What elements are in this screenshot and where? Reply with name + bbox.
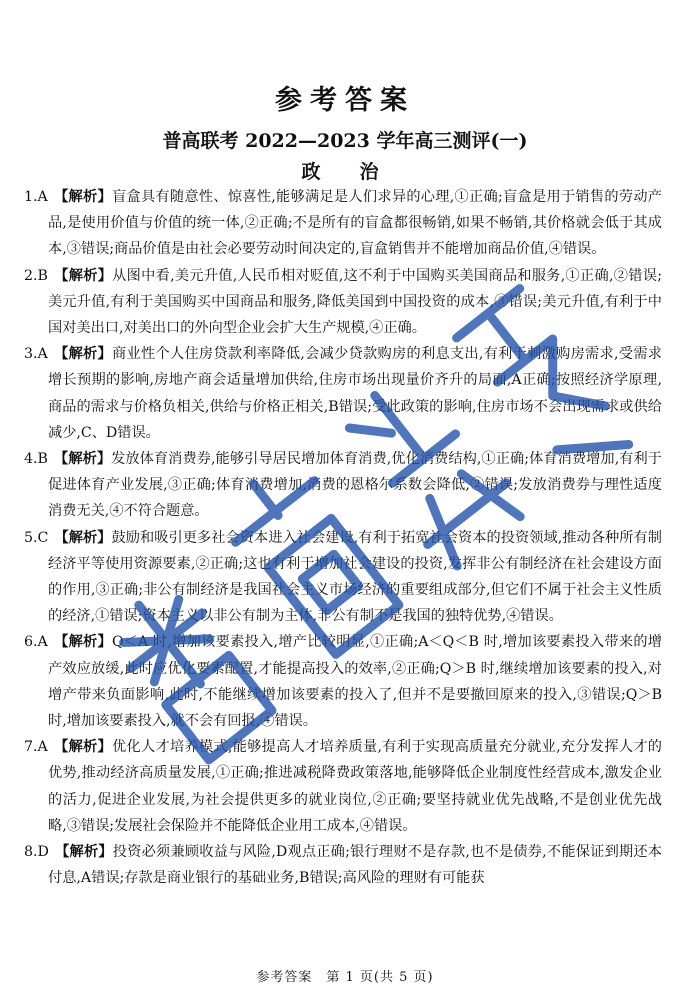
answer-choice: B [37,267,48,284]
analysis-text: 商业性个人住房贷款利率降低,会减少贷款购房的利息支出,有利于刺激购房需求,受需求增长预期的影响,房地产商会适量增加供给,住房市场出现量价齐升的局面,A正确;按照经济学原理,商品的需求与价格负相关,供给与价格正相关,B错误;受此政策的影响,住房市场不会出现需求或供给减少,C、D错误。 [48,346,662,441]
page-footer: 参考答案 第 1 页(共 5 页) [256,970,434,985]
answer-number: 5. [24,529,38,546]
answer-choice: B [37,451,48,468]
exam-subtitle: 普高联考 2022—2023 学年高三测评(一) [162,130,528,152]
analysis-tag: 【解析】 [53,739,113,756]
analysis-text: Q＜A 时,增加该要素投入,增产比较明显,①正确;A＜Q＜B 时,增加该要素投入带来的增产效应放缓,此时应优化要素配置,才能提高投入的效率,②正确;Q＞B 时,继续增加该要素的投入,对增产带来负面影响,此时,不能继续增加该要素的投入了,但并不是要撤回原来的投入,③错误;Q＞B 时,增加该要素投入,就不会有回报,④错误。 [48,634,662,730]
analysis-tag: 【解析】 [53,451,112,468]
answer-number: 1. [24,189,38,205]
answer-choice: A [37,346,48,363]
answer-choice: D [37,844,49,861]
answer-item [24,184,662,263]
analysis-tag: 【解析】 [54,529,112,546]
answer-number: 2. [24,267,38,284]
answer-item [24,734,662,839]
answer-item [24,525,662,630]
answer-number: 4. [24,451,38,468]
answer-list [24,184,662,891]
analysis-text: 投资必须兼顾收益与风险,D观点正确;银行理财不是存款,也不是债券,不能保证到期还本付息,A错误;存款是商业银行的基础业务,B错误;高风险的理财有可能获 [48,844,662,887]
analysis-text: 发放体育消费券,能够引导居民增加体育消费,优化消费结构,①正确;体育消费增加,有利于促进体育产业发展,③正确;体育消费增加,消费的恩格尔系数会降低,②错误;发放消费券与理性适度消费无关,④不符合题意。 [48,451,662,520]
subject-heading: 政 治 [301,161,389,183]
analysis-text: 盲盒具有随意性、惊喜性,能够满足是人们求异的心理,①正确;盲盒是用于销售的劳动产品,是使用价值与价值的统一体,②正确;不是所有的盲盒都很畅销,如果不畅销,其价格就会低于其成本,③错误;商品价值是由社会必要劳动时间决定的,盲盒销售并不能增加商品价值,④错误。 [48,189,662,258]
answer-item [24,341,662,446]
analysis-tag: 【解析】 [54,844,113,861]
analysis-tag: 【解析】 [53,267,113,284]
analysis-tag: 【解析】 [53,346,113,363]
answer-number: 7. [24,739,38,756]
answer-item [24,446,662,525]
analysis-text: 优化人才培养模式,能够提高人才培养质量,有利于实现高质量充分就业,充分发挥人才的优势,推动经济高质量发展,①正确;推进减税降费政策落地,能够降低企业制度性经营成本,激发企业的活力,促进企业发展,为社会提供更多的就业岗位,②正确;要坚持就业优先战略,不是创业优先战略,③错误;发展社会保险并不能降低企业用工成本,④错误。 [48,739,662,834]
answer-item [24,629,662,734]
answer-item [24,839,662,891]
page-title: 参考答案 [275,85,415,116]
answer-choice: A [37,189,48,205]
answer-number: 3. [24,346,38,363]
analysis-tag: 【解析】 [53,189,112,205]
analysis-text: 鼓励和吸引更多社会资本进入社会建设,有利于拓宽社会资本的投资领域,推动各种所有制经济平等使用资源要素,②正确;这也有利于增加社会建设的投资,发挥非公有制经济在社会建设方面的作用,③正确;非公有制经济是我国社会主义市场经济的重要组成部分,但它们不属于社会主义性质的经济,①错误;资本主义以非公有制为主体,非公有制不是我国的独特优势,④错误。 [48,529,662,625]
answer-choice: C [37,529,49,546]
analysis-text: 从图中看,美元升值,人民币相对贬值,这不利于中国购买美国商品和服务,①正确,②错误;美元升值,有利于美国购买中国商品和服务,降低美国到中国投资的成本,③错误;美元升值,有利于中国对美出口,对美出口的外向型企业会扩大生产规模,④正确。 [48,267,662,337]
answer-choice: A [37,739,48,756]
answer-choice: A [37,634,48,651]
answer-number: 8. [24,844,38,861]
answer-item [24,263,662,342]
answer-number: 6. [24,634,38,651]
analysis-tag: 【解析】 [53,634,113,651]
